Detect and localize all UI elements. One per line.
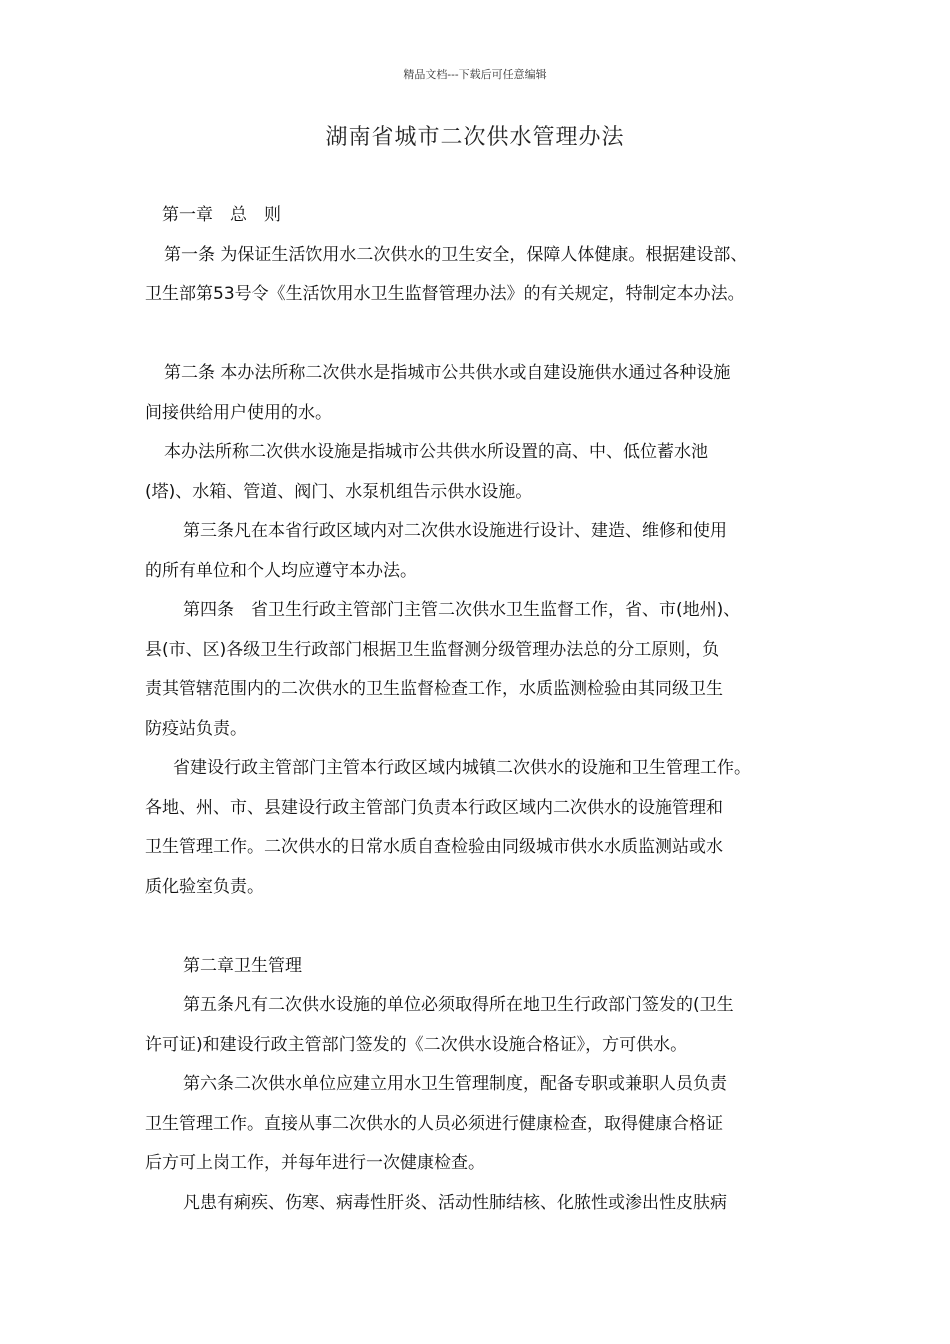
blank-line xyxy=(145,907,810,947)
document-title: 湖南省城市二次供水管理办法 xyxy=(325,125,625,150)
article-2-para-2-line-1: 本办法所称二次供水设施是指城市公共供水所设置的高、中、低位蓄水池 xyxy=(164,442,708,462)
page-header: 精品文档---下载后可任意编辑 xyxy=(403,68,547,81)
article-4-para-2-line-3: 卫生管理工作。二次供水的日常水质自查检验由同级城市供水水质监测站或水 xyxy=(145,837,723,857)
article-2-line-2: 间接供给用户使用的水。 xyxy=(145,402,332,423)
article-1-line-1: 第一条 为保证生活饮用水二次供水的卫生安全，保障人体健康。根据建设部、 xyxy=(164,244,748,265)
article-4-line-3: 责其管辖范围内的二次供水的卫生监督检查工作，水质监测检验由其同级卫生 xyxy=(145,679,723,699)
article-5-line-2: 许可证)和建设行政主管部门签发的《二次供水设施合格证》，方可供水。 xyxy=(145,1034,688,1055)
article-4-para-2-line-2: 各地、州、市、县建设行政主管部门负责本行政区域内二次供水的设施管理和 xyxy=(145,797,723,818)
article-3-line-1: 第三条凡在本省行政区域内对二次供水设施进行设计、建造、维修和使用 xyxy=(183,521,727,541)
blank-line xyxy=(145,315,810,355)
article-6-para-2-line-1: 凡患有痢疾、伤寒、病毒性肝炎、活动性肺结核、化脓性或渗出性皮肤病 xyxy=(183,1192,727,1213)
chapter-2-heading: 第二章卫生管理 xyxy=(183,955,302,976)
article-6-line-1: 第六条二次供水单位应建立用水卫生管理制度，配备专职或兼职人员负责 xyxy=(183,1074,727,1094)
article-3-line-2: 的所有单位和个人均应遵守本办法。 xyxy=(145,560,417,581)
article-4-line-2: 县(市、区)各级卫生行政部门根据卫生监督测分级管理办法总的分工原则，负 xyxy=(145,639,720,660)
article-6-line-3: 后方可上岗工作，并每年进行一次健康检查。 xyxy=(145,1153,485,1173)
chapter-1-heading: 第一章 总 则 xyxy=(162,205,281,225)
article-4-para-2-line-4: 质化验室负责。 xyxy=(145,876,264,897)
article-6-line-2: 卫生管理工作。直接从事二次供水的人员必须进行健康检查，取得健康合格证 xyxy=(145,1113,723,1134)
document-body xyxy=(145,196,810,1223)
article-2-line-1: 第二条 本办法所称二次供水是指城市公共供水或自建设施供水通过各种设施 xyxy=(164,363,731,383)
article-5-line-1: 第五条凡有二次供水设施的单位必须取得所在地卫生行政部门签发的(卫生 xyxy=(183,995,734,1015)
article-4-line-1: 第四条 省卫生行政主管部门主管二次供水卫生监督工作，省、市(地州)、 xyxy=(183,600,741,620)
article-1-line-2: 卫生部第53号令《生活饮用水卫生监督管理办法》的有关规定，特制定本办法。 xyxy=(145,284,745,304)
article-4-line-4: 防疫站负责。 xyxy=(145,718,247,739)
article-4-para-2-line-1: 省建设行政主管部门主管本行政区域内城镇二次供水的设施和卫生管理工作。 xyxy=(173,758,751,778)
article-2-para-2-line-2: (塔)、水箱、管道、阀门、水泵机组告示供水设施。 xyxy=(145,481,533,502)
